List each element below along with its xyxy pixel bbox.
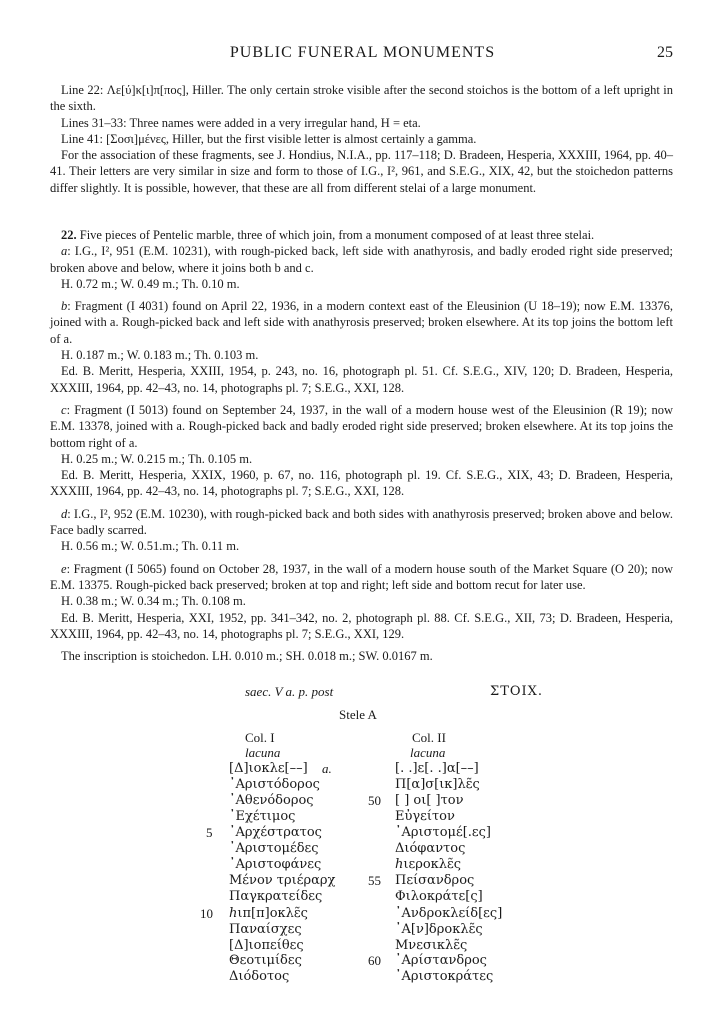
page-number: 25 (657, 44, 673, 61)
col-2-lacuna: lacuna (410, 745, 446, 760)
fragment-e-label: e (61, 561, 67, 576)
col-2-line-number: 55 (368, 873, 381, 888)
entry-intro-text: Five pieces of Pentelic marble, three of which join, from a monument composed of at least three stelai. (79, 228, 595, 242)
stoichedon-marker: ΣΤΟΙΧ. (490, 684, 544, 699)
note-line-41: Line 41: [Σοσι]μένες, Hiller, but the first visible letter is almost certainly a gamma. (61, 131, 477, 146)
col-2-line: [. .]ε[. .]α[––] (395, 761, 479, 776)
col-1-line: ᾿Εχέτιμος (229, 809, 296, 824)
fragment-d-label: d (61, 506, 68, 521)
col-1-heading: Col. I (245, 730, 275, 745)
fragment-a-dimensions: H. 0.72 m.; W. 0.49 m.; Th. 0.10 m. (61, 276, 240, 291)
col-2-heading: Col. II (412, 730, 446, 745)
running-title: PUBLIC FUNERAL MONUMENTS (229, 44, 496, 61)
col-1-line: Θεοτιμίδες (229, 953, 302, 968)
col-2-line: Πείσανδρος (395, 873, 475, 888)
col-2-line-number: 60 (368, 953, 381, 968)
col-2-line: [ ] οι[ ]τον (395, 793, 464, 808)
note-lines-31-33: Lines 31–33: Three names were added in a very irregular hand, H = eta. (61, 115, 421, 130)
fragment-b-text: : Fragment (I 4031) found on April 22, 1936, in a modern context east of the Eleusinion (U 18–19); now E.M. 13376, joined with a. Rough-picked back and left side with anathyrosis preserved; broken elsewhere. At its top joins the bottom left of a. (50, 299, 673, 346)
fragment-c-dimensions: H. 0.25 m.; W. 0.215 m.; Th. 0.105 m. (61, 451, 253, 466)
col-2-line: Μνεσικλε̃ς (395, 938, 468, 953)
col-2-line: Φιλοκράτε[ς] (395, 889, 483, 904)
fragment-c-edition: Ed. B. Meritt, Hesperia, XXIX, 1960, p. 67, no. 116, photograph pl. 19. Cf. S.E.G., XIX, 43; D. Bradeen, Hesperia, XXXIII, 1964, pp. 42–43, no. 14, photographs pl. 7; S.E.G., XXI, 128. (50, 468, 673, 499)
note-association: For the association of these fragments, see J. Hondius, N.I.A., pp. 117–118; D. Bradeen, Hesperia, XXXIII, 1964, pp. 40–41. Their letters are very similar in size and form to those of I.G., I², 961, and S.E.G., XIX, 42, but the stoichedon patterns differ slightly. It is possible, however, that these are all from different stelai of a large monument. (50, 148, 673, 195)
fragment-e-edition: Ed. B. Meritt, Hesperia, XXI, 1952, pp. 341–342, no. 2, photograph pl. 88. Cf. S.E.G., XII, 73; D. Bradeen, Hesperia, XXXIII, 1964, pp. 42–43, no. 14, photographs pl. 7; S.E.G., XXI, 129. (50, 610, 673, 641)
fragment-c-text: : Fragment (I 5013) found on September 24, 1937, in the wall of a modern house west of the Eleusinion (R 19); now E.M. 13378, joined with a. Rough-picked back and badly eroded right side preserved; broken elsewhere. At its top joins the bottom right of a. (50, 402, 673, 450)
fragment-a-label: a (61, 244, 68, 259)
col-1-line: ᾿Αρχέστρατος (229, 825, 322, 840)
col-2-line: ᾿Αριστομέ[.ες] (395, 825, 491, 840)
col-1-line: [Δ]ιοπείθες (229, 938, 304, 953)
col-1-line: Μένον τριέραρχ (229, 873, 336, 888)
col-2-line: Διόφαντος (395, 841, 466, 856)
col-1-line: ℎιπ[π]οκλε̃ς (229, 906, 308, 921)
col-1-line: Διόδοτος (229, 969, 290, 984)
col-1-lacuna: lacuna (245, 745, 281, 760)
stele-heading: Stele A (339, 707, 377, 722)
col-1-line: ᾿Αριστοφάνες (229, 857, 322, 872)
fragment-e-dimensions: H. 0.38 m.; W. 0.34 m.; Th. 0.108 m. (61, 594, 246, 609)
col-2-line: ᾿Ανδροκλείδ[ες] (395, 906, 503, 921)
col-2-line: ᾿Αρίστανδρος (395, 953, 487, 968)
col-1-line-number: 10 (200, 906, 213, 921)
col-1-line: Παναίσχες (229, 922, 302, 937)
note-line-22: Line 22: Λε[ύ]κ[ι]π[πος], Hiller. The only certain stroke visible after the second stoichos is the bottom of a left upright in the sixth. (50, 83, 673, 114)
stoichedon-note: The inscription is stoichedon. LH. 0.010 m.; SH. 0.018 m.; SW. 0.0167 m. (61, 649, 433, 664)
fragment-a-marker: a. (322, 761, 332, 776)
col-2-line: ᾿Αριστοκράτες (395, 969, 494, 984)
col-1-line: Παγκρατείδες (229, 889, 323, 904)
col-2-line-number: 50 (368, 793, 381, 808)
col-1-line: [Δ]ιοκλε[––] (229, 761, 308, 776)
inscription-date: saec. V a. p. post (245, 684, 334, 699)
fragment-e-text: : Fragment (I 5065) found on October 28, 1937, in the wall of a modern house south of the Market Square (O 20); now E.M. 13375. Rough-picked back preserved; broken at top and right; left side and bottom recut for later use. (50, 561, 673, 592)
fragment-a-text: : I.G., I², 951 (E.M. 10231), with rough-picked back, left side with anathyrosis, and badly eroded right side preserved; broken above and below, where it joins both b and c. (50, 244, 673, 275)
col-2-line: Εὐγείτον (395, 809, 455, 824)
col-1-line: ᾿Αριστόδορος (229, 777, 320, 792)
fragment-b-label: b (61, 299, 68, 314)
entry-number: 22. (61, 228, 77, 242)
col-2-line: ℎιεροκλε̃ς (395, 857, 462, 872)
col-2-line: Π[α]σ[ικ]λε̃ς (395, 777, 480, 792)
fragment-d-dimensions: H. 0.56 m.; W. 0.51.m.; Th. 0.11 m. (61, 539, 240, 554)
col-1-line-number: 5 (206, 825, 213, 840)
fragment-b-dimensions: H. 0.187 m.; W. 0.183 m.; Th. 0.103 m. (61, 348, 259, 363)
fragment-c-label: c (61, 402, 67, 417)
col-1-line: ᾿Αθενόδορος (229, 793, 314, 808)
col-1-line: ᾿Αριστομέδες (229, 841, 319, 856)
fragment-d-text: : I.G., I², 952 (E.M. 10230), with rough-picked back and both sides with anathyrosis preserved; broken above and below. Face badly scarred. (50, 506, 673, 538)
col-2-line: ᾿Α[ν]δροκλε̃ς (395, 922, 483, 937)
fragment-b-edition: Ed. B. Meritt, Hesperia, XXIII, 1954, p. 243, no. 16, photograph pl. 51. Cf. S.E.G., XIV, 120; D. Bradeen, Hesperia, XXXIII, 1964, pp. 42–43, no. 14, photographs pl. 7; S.E.G., XXI, 128. (50, 364, 673, 395)
